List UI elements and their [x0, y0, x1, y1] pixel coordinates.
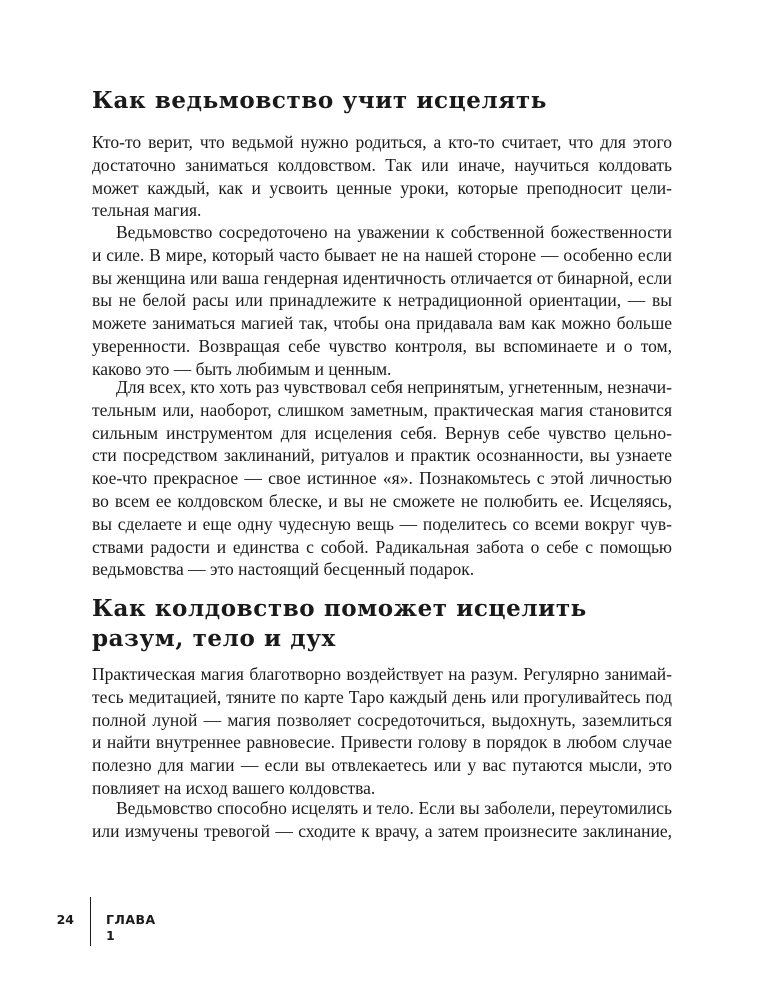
heading-line: Как ведьмовство учит исцелять [92, 87, 547, 114]
text-line: сильным инструментом для исцеления себя. Вернув себе чувство цельно- [92, 422, 672, 443]
text-line: и силе. В мире, который часто бывает не на нашей стороне — особенно если [92, 244, 672, 265]
text-line: полезно для магии — если вы отвлекаетесь или у вас путаются мысли, это [92, 755, 672, 776]
text-line: достаточно заниматься колдовством. Так или иначе, научиться колдовать [92, 154, 672, 175]
text-line: тельным или, наоборот, слишком заметным, практическая магия становится [92, 399, 672, 420]
text-line: Ведьмовство сосредоточено на уважении к собственной божественности [116, 222, 672, 242]
text-line: ствами радости и единства с собой. Радикальная забота о себе с помощью [92, 536, 672, 557]
chapter-label: ГЛАВА 1 [106, 912, 156, 943]
text-line: вы сделаете и еще одну чудесную вещь — поделитесь со всеми вокруг чув- [92, 513, 672, 534]
text-line: можете заниматься магией так, чтобы она придавала вам как можно больше [92, 313, 672, 334]
text-line: сти посредством заклинаний, ритуалов и практик осознанности, вы узнаете [92, 445, 672, 466]
text-line: может каждый, как и усвоить ценные уроки, которые преподносит цели- [92, 177, 672, 198]
paragraph [92, 221, 672, 381]
heading-line: разум, тело и дух [92, 625, 336, 652]
text-line: полной луной — магия позволяет сосредоточиться, выдохнуть, заземлиться [92, 709, 672, 730]
text-line: вы не белой расы или принадлежите к нетрадиционной ориентации, — вы [92, 290, 672, 311]
text-line: тесь медитацией, тяните по карте Таро каждый день или прогуливайтесь под [92, 686, 672, 707]
text-line: или измучены тревогой — сходите к врачу, а затем произнесите заклинание, [92, 820, 672, 841]
text-line: кое-что прекрасное — свое истинное «я». Познакомьтесь с этой личностью [92, 468, 672, 489]
text-line: и найти внутреннее равновесие. Привести голову в порядок в любом случае [92, 732, 672, 753]
text-line: каково это — быть любимым и ценным. [92, 358, 392, 379]
heading-line: Как колдовство поможет исцелить [92, 595, 587, 622]
text-line: Практическая магия благотворно воздействует на разум. Регулярно занимай- [92, 664, 672, 684]
paragraph [92, 376, 672, 581]
text-line: уверенности. Возвращая себе чувство контроля, вы вспоминаете и о том, [92, 335, 672, 356]
paragraph [92, 663, 672, 800]
section-heading-healing [92, 86, 547, 116]
text-line: вы женщина или ваша гендерная идентичность отличается от бинарной, если [92, 267, 672, 288]
text-line: повлияет на исход вашего колдовства. [92, 777, 376, 798]
text-line: Ведьмовство способно исцелять и тело. Если вы заболели, переутомились [116, 798, 672, 818]
text-line: Для всех, кто хоть раз чувствовал себя непринятым, угнетенным, незначи- [116, 377, 672, 397]
paragraph [92, 797, 672, 843]
text-line: Кто-то верит, что ведьмой нужно родиться, а кто-то считает, что для этого [92, 132, 672, 152]
page-number: 24 [56, 912, 74, 927]
text-line: тельная магия. [92, 200, 202, 221]
text-line: во всем ее колдовском блеске, и вы не сможете не полюбить ее. Исцеляясь, [92, 490, 672, 511]
text-line: ведьмовства — это настоящий бесценный подарок. [92, 559, 475, 580]
footer-divider [90, 897, 91, 946]
section-heading-mind-body-spirit [92, 594, 587, 654]
paragraph [92, 131, 672, 222]
